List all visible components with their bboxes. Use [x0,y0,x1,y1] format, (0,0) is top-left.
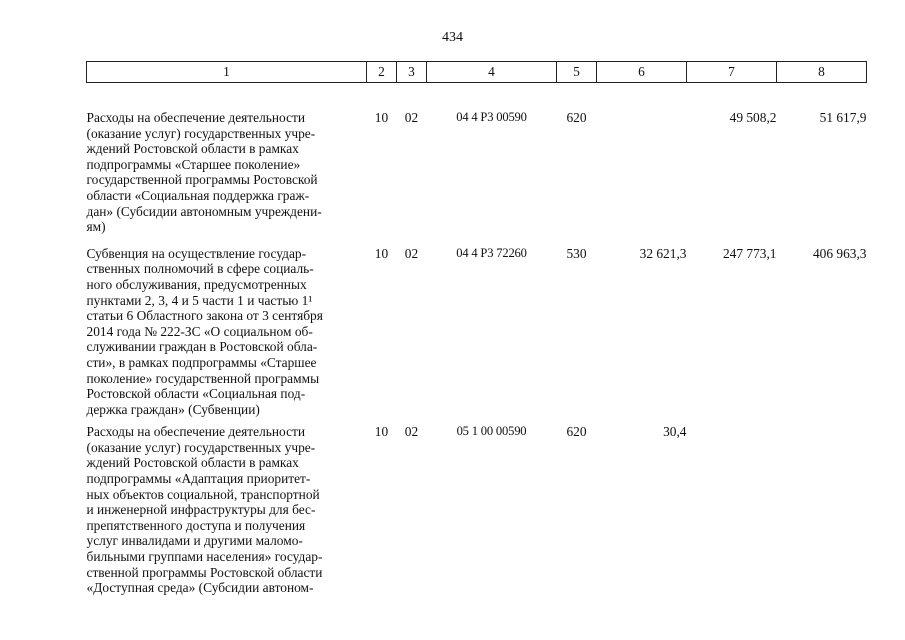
column-header-6: 6 [597,62,687,83]
amount-col-8 [777,417,867,596]
expense-type-code: 530 [566,245,587,261]
column-header-5: 5 [557,62,597,83]
amount-col-7: 49 508,2 [729,110,777,125]
amount-col-7: 247 773,1 [722,245,777,261]
page-number: 434 [442,30,463,45]
row-description: Расходы на обеспечение деятельности (оказание услуг) государственных учре- ждений Ростовской области в рамках подпрограммы «Адаптация приоритет- ных объектов социальной, транспортной и инженерной инфраструктуры для бес- препятственного доступа и получения услуг инвалидами и другими маломо- бильными группами населения» государ- ственной программы Ростовской области «Доступная среда» (Субсидии автоном- [86,424,323,596]
row-description: Расходы на обеспечение деятельности (оказание услуг) государственных учре- ждений Ростовской области в рамках подпрограммы «Старшее поколение» государственной программы Ростовской области «Социальная поддержка граж- дан» (Субсидии автономным учреждени- ям) [86,110,322,235]
table-row [87,83,867,235]
amount-col-7 [687,417,777,596]
expense-type-code: 620 [566,110,587,125]
column-header-1: 1 [87,62,367,83]
table-row [87,235,867,418]
subsection-code: 02 [404,424,419,440]
column-header-2: 2 [367,62,397,83]
table-row [87,417,867,596]
subsection-code: 02 [404,110,419,125]
expense-type-code: 620 [566,424,587,440]
amount-col-8: 51 617,9 [819,110,867,125]
row-description: Субвенция на осуществление государ- ственных полномочий в сфере социаль- ного обслуживания, предусмотренных пунктами 2, 3, 4 и 5 части 1 и частью 1¹ статьи 6 Областного закона от 3 сентября 2014 года № 222-ЗС «О социальном об- служивании граждан в Ростовской обла- сти», в рамках подпрограммы «Старшее поколение» государственной программы Ростовской области «Социальная под- держка граждан» (Субвенции) [86,245,323,417]
target-article-code: 05 1 00 00590 [456,424,527,439]
target-article-code: 04 4 P3 72260 [456,245,527,260]
subsection-code: 02 [404,245,419,261]
amount-col-6: 32 621,3 [639,245,687,261]
amount-col-8: 406 963,3 [812,245,867,261]
amount-col-6: 30,4 [663,424,687,440]
column-header-7: 7 [687,62,777,83]
target-article-code: 04 4 P3 00590 [456,110,527,124]
section-code: 10 [374,110,389,125]
column-header-4: 4 [427,62,557,83]
budget-table [86,61,867,596]
column-header-8: 8 [777,62,867,83]
section-code: 10 [374,424,389,440]
section-code: 10 [374,245,389,261]
column-header-3: 3 [397,62,427,83]
amount-col-6 [597,83,687,235]
header-row [87,62,867,83]
